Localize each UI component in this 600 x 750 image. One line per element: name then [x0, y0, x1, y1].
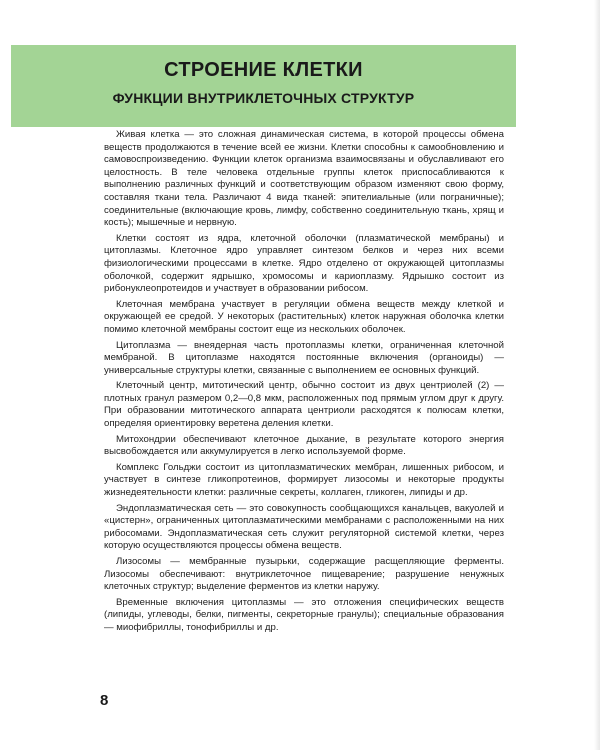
paragraph: Живая клетка — это сложная динамическая система, в которой процессы обмена веществ продолжаются в течение всей ее жизни. Клетки способны к самообновлению и самовоспроизведению. Функции клеток организма взаимосвязаны и обуславливают его целостность. В теле человека отдельные группы клеток приспосабливаются к выполнению различных функций и соответствующим образом изменяют свою форму, составляя ткани тела. Различают 4 вида тканей: эпителиальные (или пограничные); соединительные (включающие кровь, лимфу, собственно соединительную ткань, хрящ и кость); мышечные и нервную. [104, 129, 504, 229]
paragraph: Цитоплазма — внеядерная часть протоплазмы клетки, ограниченная клеточной мембраной. В цитоплазме находятся постоянные включения (органоиды) — универсальные структуры клетки, связанные с выполнением ее основных функций. [104, 339, 504, 376]
paragraph: Временные включения цитоплазмы — это отложения специфических веществ (липиды, углеводы, белки, пигменты, секреторные гранулы); специальные образования — миофибриллы, тонофибриллы и др. [104, 596, 504, 633]
paragraph: Клеточная мембрана участвует в регуляции обмена веществ между клеткой и окружающей ее средой. У некоторых (растительных) клеток наружная оболочка клетки помимо клеточной мембраны состоит еще из нескольких оболочек. [104, 298, 504, 335]
paragraph: Клетки состоят из ядра, клеточной оболочки (плазматической мембраны) и цитоплазмы. Клеточное ядро управляет синтезом белков и через них всеми физиологическими процессами в клетке. Ядро отделено от окружающей цитоплазмы оболочкой, содержит ядрышко, хромосомы и кариоплазму. Ядрышко состоит из рибонуклеопротеидов и участвует в образовании рибосом. [104, 232, 504, 295]
page-subtitle: ФУНКЦИИ ВНУТРИКЛЕТОЧНЫХ СТРУКТУР [112, 90, 415, 106]
body-text [104, 129, 504, 638]
paragraph: Лизосомы — мембранные пузырьки, содержащие расщепляющие ферменты. Лизосомы обеспечивают: внутриклеточное пищеварение; разрушение ненужных клеточных структур; выделение ферментов из клетки наружу. [104, 556, 504, 593]
paragraph: Митохондрии обеспечивают клеточное дыхание, в результате которого энергия высвобождается или аккумулируется в легко используемой форме. [104, 433, 504, 458]
page-number: 8 [100, 692, 109, 709]
page-edge-shadow [594, 0, 600, 750]
page-title: СТРОЕНИЕ КЛЕТКИ [164, 59, 363, 81]
paragraph: Клеточный центр, митотический центр, обычно состоит из двух центриолей (2) — плотных гранул размером 0,2—0,8 мкм, расположенных под прямым углом друг к другу. При образовании митотического аппарата центриоли расходятся к полюсам клетки, определяя ориентировку веретена деления клетки. [104, 380, 504, 430]
paragraph: Комплекс Гольджи состоит из цитоплазматических мембран, лишенных рибосом, и участвует в синтезе гликопротеинов, формирует лизосомы и некоторые продукты жизнедеятельности клетки: различные секреты, коллаген, гликоген, липиды и др. [104, 461, 504, 499]
paragraph: Эндоплазматическая сеть — это совокупность сообщающихся канальцев, вакуолей и «цистерн», ограниченных цитоплазматическими мембранами с расположенными на них рибосомами. Эндоплазматическая сеть служит регуляторной системой клетки, через которую осуществляются процессы обмена веществ. [104, 502, 504, 552]
